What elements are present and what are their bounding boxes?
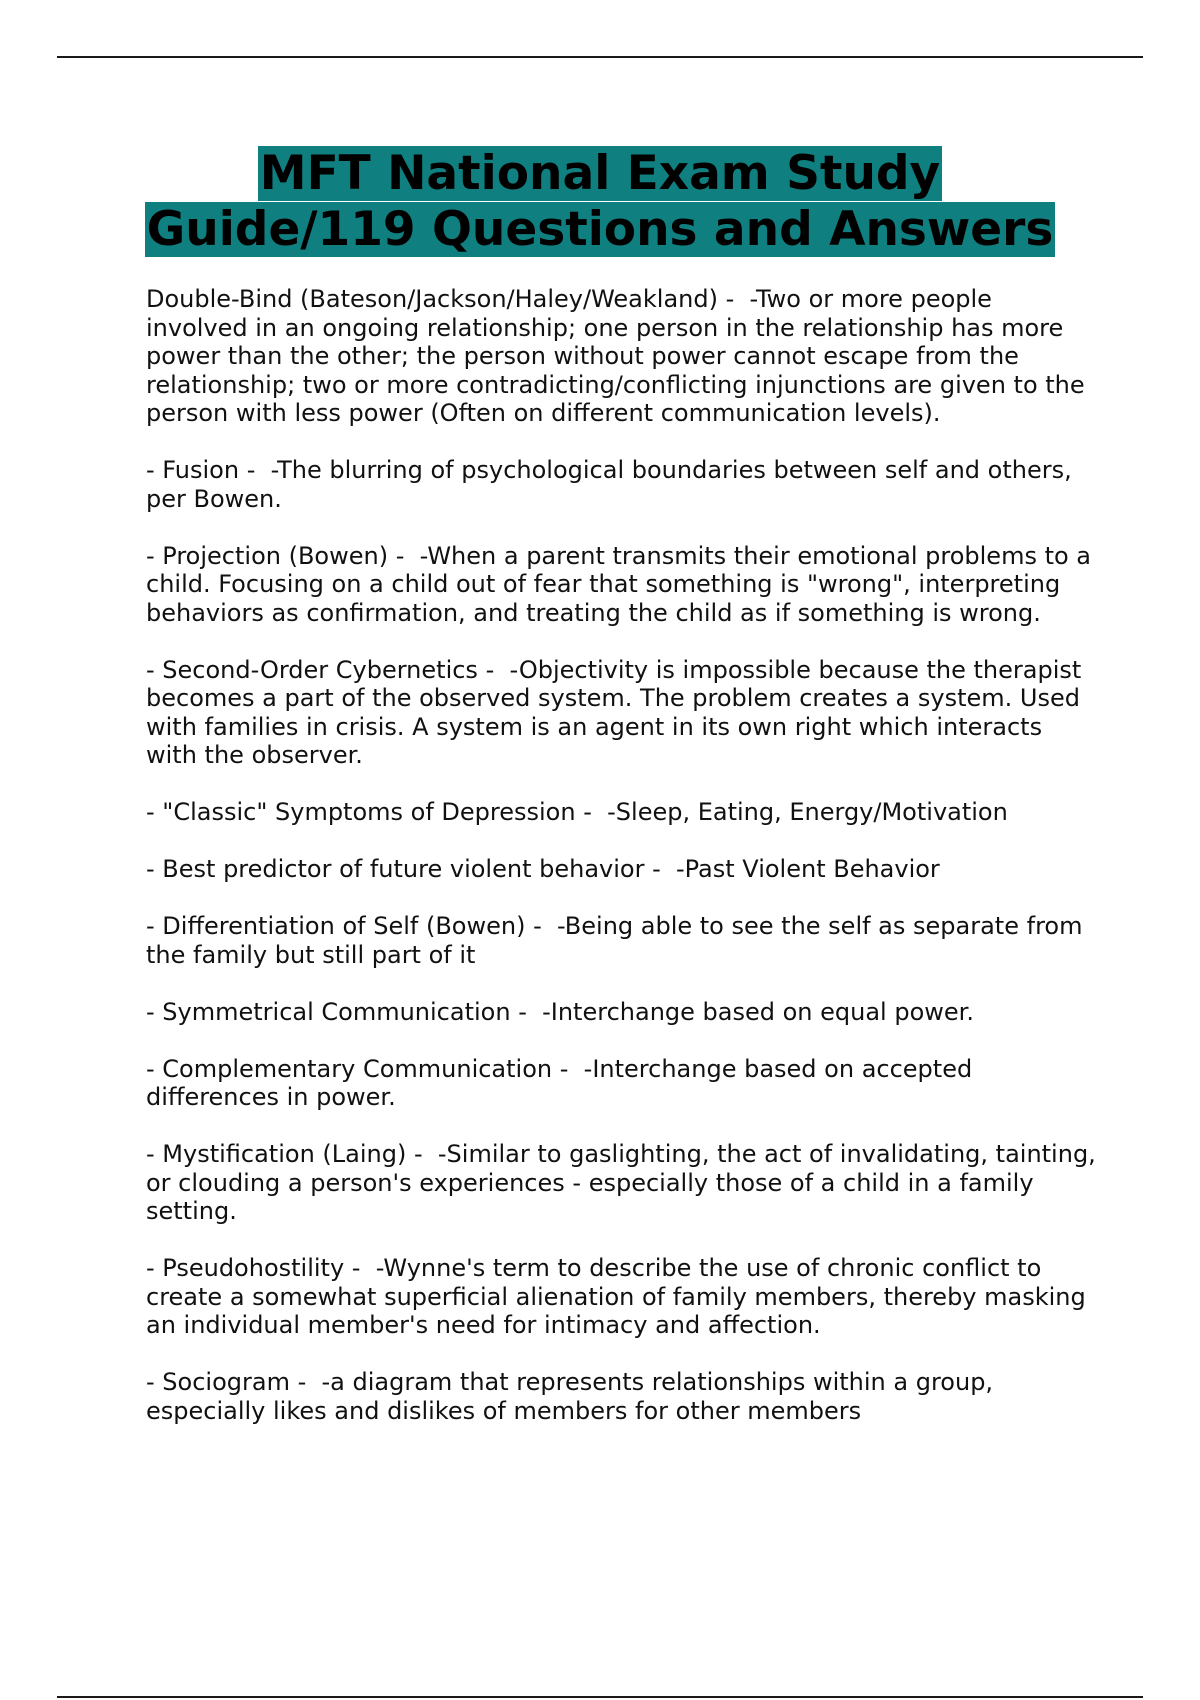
- title-line-2-text: Guide/119 Questions and Answers: [146, 202, 1054, 257]
- entry-term: - Symmetrical Communication -: [146, 998, 542, 1026]
- entry-definition: -The blurring of psychological boundaries between self and others, per Bowen.: [146, 456, 1072, 513]
- entry-differentiation-of-self: [146, 912, 1096, 969]
- entry-double-bind: [146, 285, 1096, 428]
- entry-term: - Complementary Communication -: [146, 1055, 584, 1083]
- entry-symmetrical-communication: [146, 998, 1096, 1027]
- entry-term: - Best predictor of future violent behavior -: [146, 855, 676, 883]
- document-body: [146, 285, 1096, 1454]
- entry-sociogram: [146, 1368, 1096, 1425]
- entry-definition: -Interchange based on accepted differences in power.: [146, 1054, 973, 1111]
- entry-complementary-communication: [146, 1055, 1096, 1112]
- footer-divider: [57, 1696, 1143, 1698]
- entry-definition: -Being able to see the self as separate from the family but still part of it: [146, 912, 1083, 969]
- entry-pseudohostility: [146, 1254, 1096, 1340]
- entry-definition: -Objectivity is impossible because the therapist becomes a part of the observed system. The problem creates a system. Used with families in crisis. A system is an agent in its own right which interacts with the observer.: [146, 655, 1082, 769]
- entry-fusion: [146, 456, 1096, 513]
- document-title: [100, 146, 1100, 258]
- title-line-1: [100, 146, 1100, 202]
- entry-definition: -Interchange based on equal power.: [542, 997, 974, 1026]
- entry-definition: -Wynne's term to describe the use of chronic conflict to create a somewhat superficial alienation of family members, thereby masking an individual member's need for intimacy and affection.: [146, 1254, 1086, 1339]
- entry-term: - Fusion -: [146, 456, 271, 484]
- title-line-2: [100, 202, 1100, 258]
- entry-term: - Differentiation of Self (Bowen) -: [146, 912, 557, 940]
- entry-projection: [146, 542, 1096, 628]
- entry-definition: -Past Violent Behavior: [676, 855, 940, 883]
- header-divider: [57, 56, 1143, 58]
- entry-term: - Pseudohostility -: [146, 1254, 376, 1282]
- entry-classic-symptoms-depression: [146, 798, 1096, 827]
- entry-term: - Second-Order Cybernetics -: [146, 656, 509, 684]
- entry-definition: -Similar to gaslighting, the act of invalidating, tainting, or clouding a person's experiences - especially those of a child in a family setting.: [146, 1140, 1096, 1225]
- entry-term: - "Classic" Symptoms of Depression -: [146, 798, 607, 826]
- entry-second-order-cybernetics: [146, 656, 1096, 770]
- entry-term: - Sociogram -: [146, 1368, 322, 1396]
- entry-definition: -Sleep, Eating, Energy/Motivation: [607, 798, 1008, 826]
- entry-definition: -Two or more people involved in an ongoing relationship; one person in the relationship has more power than the other; the person without power cannot escape from the relationship; two or more contradicting/conflicting injunctions are given to the person with less power (Often on different communication levels).: [146, 285, 1085, 427]
- entry-violent-behavior-predictor: [146, 855, 1096, 884]
- entry-term: Double-Bind (Bateson/Jackson/Haley/Weakland) -: [146, 285, 750, 313]
- entry-definition: -a diagram that represents relationships within a group, especially likes and dislikes of members for other members: [146, 1368, 994, 1425]
- entry-term: - Projection (Bowen) -: [146, 542, 420, 570]
- entry-term: - Mystification (Laing) -: [146, 1140, 438, 1168]
- title-line-1-text: MFT National Exam Study: [259, 146, 941, 201]
- entry-definition: -When a parent transmits their emotional problems to a child. Focusing on a child out of fear that something is "wrong", interpreting behaviors as confirmation, and treating the child as if something is wrong.: [146, 541, 1092, 627]
- entry-mystification: [146, 1140, 1096, 1226]
